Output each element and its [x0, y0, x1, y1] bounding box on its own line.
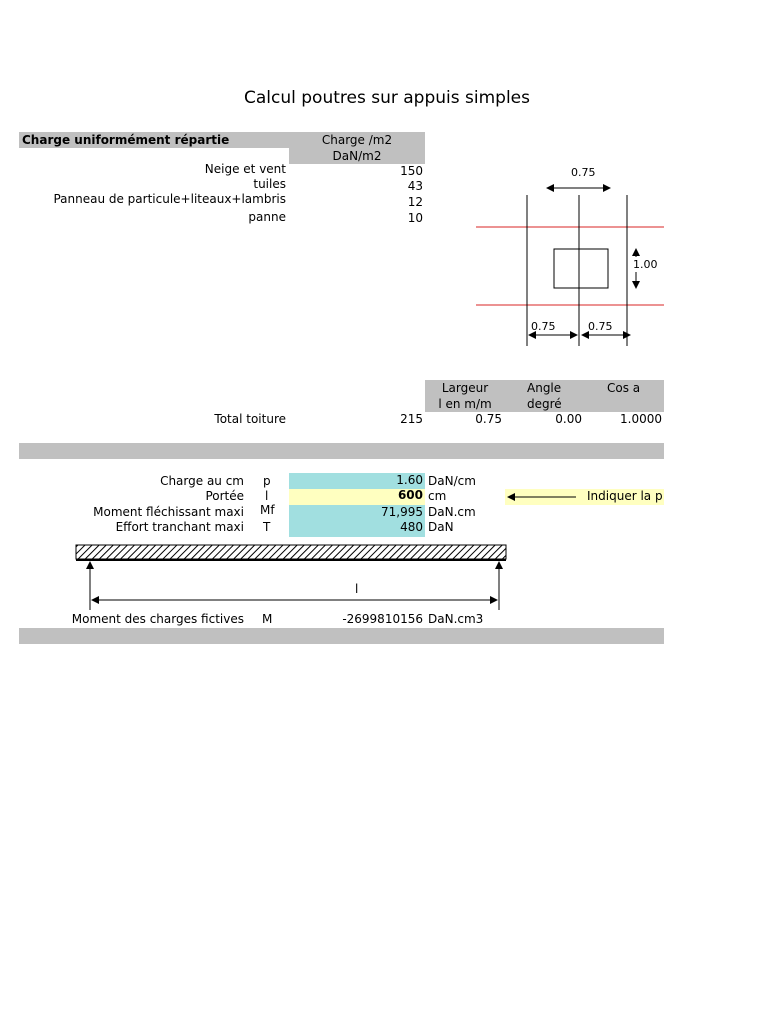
- footer-bar: [19, 628, 664, 644]
- moment-fictif-symbol: M: [262, 612, 273, 626]
- load-label: tuiles: [253, 177, 286, 191]
- table2-header-largeur-l1: Largeur: [441, 381, 489, 395]
- dim-label-left: 0.75: [531, 320, 556, 333]
- moment-fictif-label: Moment des charges fictives: [71, 612, 244, 626]
- load-value: 10: [407, 211, 423, 225]
- result-symbol: l: [265, 489, 269, 503]
- result-value[interactable]: 71,995: [381, 505, 423, 519]
- loads-col-header-line2: DaN/m2: [332, 149, 382, 163]
- result-unit: DaN: [428, 520, 454, 534]
- result-unit: DaN.cm: [428, 505, 476, 519]
- moment-fictif-value: -2699810156: [342, 612, 423, 626]
- result-value[interactable]: 1.60: [396, 473, 423, 487]
- beam: [76, 545, 506, 559]
- angle-value: 0.00: [555, 412, 582, 426]
- result-symbol: p: [263, 474, 271, 488]
- table2-header-angle-l1: Angle: [527, 381, 562, 395]
- total-value: 215: [400, 412, 423, 426]
- cos-value: 1.0000: [620, 412, 662, 426]
- table2-header-largeur-l2: l en m/m: [438, 397, 492, 411]
- moment-fictif-unit: DaN.cm3: [428, 612, 484, 626]
- loads-col-header-line1: Charge /m2: [321, 133, 393, 147]
- result-label: Effort tranchant maxi: [115, 520, 244, 534]
- span-label: l: [355, 582, 359, 596]
- result-unit: DaN/cm: [428, 474, 476, 488]
- page-title: Calcul poutres sur appuis simples: [244, 88, 530, 108]
- loads-header-label: Charge uniformément répartie: [22, 133, 230, 147]
- load-value: 150: [400, 164, 423, 178]
- result-symbol: T: [263, 520, 271, 534]
- load-value: 43: [407, 179, 423, 193]
- load-label: Neige et vent: [204, 162, 286, 176]
- result-label: Portée: [205, 489, 244, 503]
- load-label: Panneau de particule+liteaux+lambris: [53, 192, 286, 206]
- hint-text: Indiquer la p: [587, 489, 663, 503]
- load-label: panne: [248, 210, 286, 224]
- result-label: Moment fléchissant maxi: [93, 505, 244, 519]
- load-value: 12: [407, 195, 423, 209]
- table2-header-angle-l2: degré: [527, 397, 562, 411]
- largeur-value: 0.75: [475, 412, 502, 426]
- result-value[interactable]: 480: [400, 520, 423, 534]
- result-unit: cm: [428, 489, 447, 503]
- result-label: Charge au cm: [160, 474, 244, 488]
- dim-label-right: 0.75: [588, 320, 613, 333]
- table2-header-cos-l1: Cos a: [607, 381, 641, 395]
- result-symbol: Mf: [260, 503, 275, 517]
- dim-label-side: 1.00: [633, 258, 658, 271]
- dim-label-top: 0.75: [571, 166, 596, 179]
- total-label: Total toiture: [214, 412, 286, 426]
- portee-input[interactable]: 600: [397, 488, 423, 502]
